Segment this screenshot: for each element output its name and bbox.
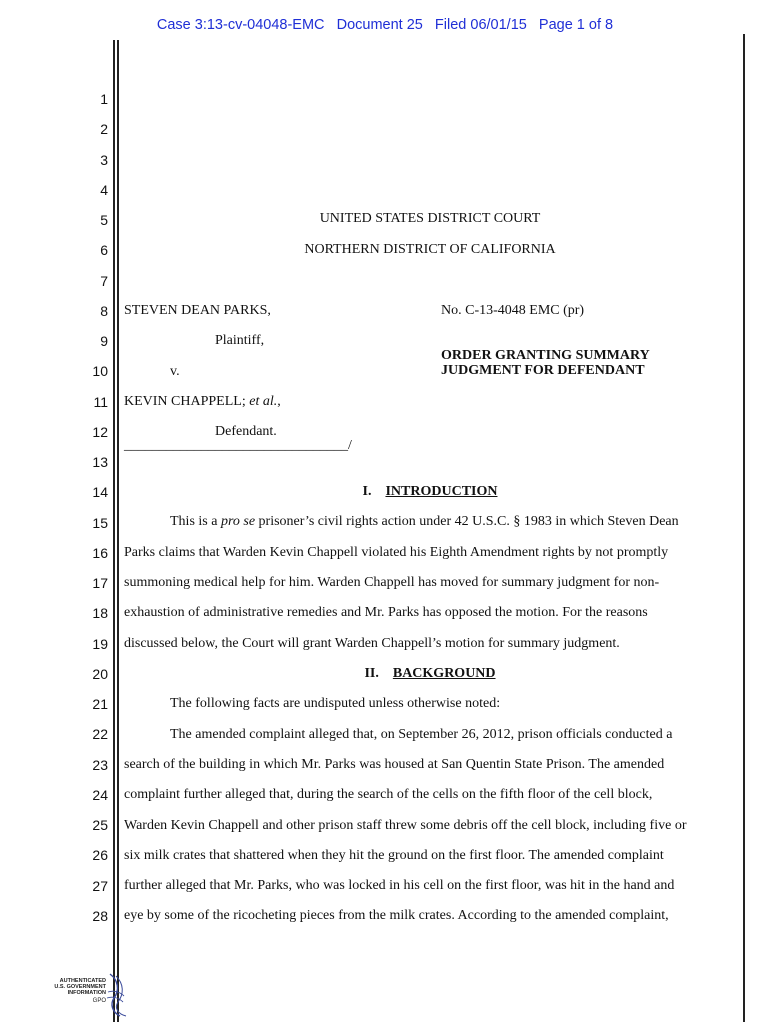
line-number: 23 — [92, 756, 108, 773]
court-name: UNITED STATES DISTRICT COURT — [319, 211, 541, 226]
body-line-16: Parks claims that Warden Kevin Chappell violated his Eighth Amendment rights by not promptly — [124, 545, 669, 560]
line-number: 19 — [92, 635, 108, 652]
body-line-22: The amended complaint alleged that, on September 26, 2012, prison officials conducted a — [170, 727, 673, 742]
body-line-23: search of the building in which Mr. Parks was housed at San Quentin State Prison. The amended — [124, 757, 665, 772]
body-line-18: exhaustion of administrative remedies and Mr. Parks has opposed the motion. For the reasons — [124, 605, 648, 620]
seal-line-3: INFORMATION — [67, 990, 106, 996]
line-number: 14 — [92, 484, 108, 501]
body-line-27: further alleged that Mr. Parks, who was locked in his cell on the first floor, was hit in the hand and — [124, 878, 675, 893]
left-margin-rule-inner — [117, 40, 119, 1022]
case-number: No. C-13-4048 EMC (pr) — [441, 303, 585, 318]
defendant-name-end: , — [277, 394, 281, 409]
line-number: 8 — [100, 302, 108, 319]
line-number: 5 — [100, 212, 108, 228]
line-number: 11 — [93, 393, 108, 410]
section-background — [124, 666, 736, 682]
order-title — [441, 348, 650, 378]
defendant-role: Defendant. — [215, 424, 277, 439]
line-number: 10 — [92, 363, 108, 380]
line-number: 6 — [100, 242, 108, 259]
line-number: 28 — [92, 907, 108, 924]
section-introduction — [124, 484, 736, 500]
order-title-line-1: ORDER GRANTING SUMMARY — [441, 348, 650, 363]
body-line-25: Warden Kevin Chappell and other prison staff threw some debris off the cell block, including five or — [124, 818, 687, 833]
line-number: 24 — [92, 786, 108, 803]
defendant-name — [124, 394, 281, 410]
body-line-15 — [170, 514, 679, 530]
left-margin-rule-outer — [113, 40, 115, 1022]
line-number: 17 — [92, 575, 108, 591]
line-number: 16 — [92, 544, 108, 561]
section-background-number: II. — [364, 666, 379, 681]
court-district: NORTHERN DISTRICT OF CALIFORNIA — [304, 242, 556, 257]
eagle-emblem-icon — [104, 972, 130, 1018]
caption-rule: ________________________________/ — [124, 438, 352, 453]
seal-line-2: U.S. GOVERNMENT — [54, 984, 106, 990]
seal-line-4: GPO — [92, 998, 106, 1004]
line-number: 1 — [100, 91, 108, 107]
section-introduction-title: INTRODUCTION — [385, 484, 498, 499]
body-line-15-a: This is a — [170, 514, 221, 529]
order-title-line-2: JUDGMENT FOR DEFENDANT — [441, 363, 645, 378]
line-number: 22 — [92, 726, 108, 743]
body-line-17: summoning medical help for him. Warden Chappell has moved for summary judgment for non- — [124, 575, 660, 590]
line-number: 3 — [100, 151, 108, 168]
body-line-15-c: prisoner’s civil rights action under 42 U.S.C. § 1983 in which Steven Dean — [255, 514, 679, 529]
line-number: 18 — [92, 605, 108, 622]
body-line-19: discussed below, the Court will grant Warden Chappell’s motion for summary judgment. — [124, 636, 620, 651]
seal-line-1: AUTHENTICATED — [59, 978, 106, 984]
line-number: 21 — [92, 696, 108, 712]
body-line-15-pro-se: pro se — [220, 514, 256, 529]
defendant-name-main: KEVIN CHAPPELL; — [124, 394, 246, 409]
gpo-authentication-seal — [42, 972, 132, 1020]
line-number: 15 — [92, 514, 108, 531]
defendant-et-al: et al. — [249, 394, 278, 409]
body-line-26: six milk crates that shattered when they hit the ground on the first floor. The amended complaint — [124, 848, 664, 863]
plaintiff-name: STEVEN DEAN PARKS, — [124, 303, 271, 318]
line-number: 7 — [100, 272, 108, 289]
body-line-21: The following facts are undisputed unless otherwise noted: — [170, 696, 501, 711]
line-number: 25 — [92, 817, 108, 833]
line-number: 27 — [92, 877, 108, 894]
line-number: 4 — [100, 181, 108, 198]
line-number: 20 — [92, 665, 108, 682]
line-number: 26 — [92, 847, 108, 864]
section-introduction-number: I. — [362, 484, 372, 499]
versus: v. — [170, 364, 180, 379]
case-header: Case 3:13-cv-04048-EMC Document 25 Filed 06/01/15 Page 1 of 8 — [156, 17, 614, 33]
body-line-24: complaint further alleged that, during the search of the cells on the fifth floor of the cell block, — [124, 787, 653, 802]
body-line-28: eye by some of the ricocheting pieces from the milk crates. According to the amended complaint, — [124, 908, 669, 923]
right-margin-rule — [743, 34, 745, 1022]
line-number: 13 — [92, 454, 108, 470]
section-background-title: BACKGROUND — [392, 666, 496, 681]
line-number: 9 — [100, 333, 108, 349]
line-number: 2 — [100, 121, 108, 138]
line-number: 12 — [92, 423, 108, 440]
plaintiff-role: Plaintiff, — [215, 333, 265, 348]
